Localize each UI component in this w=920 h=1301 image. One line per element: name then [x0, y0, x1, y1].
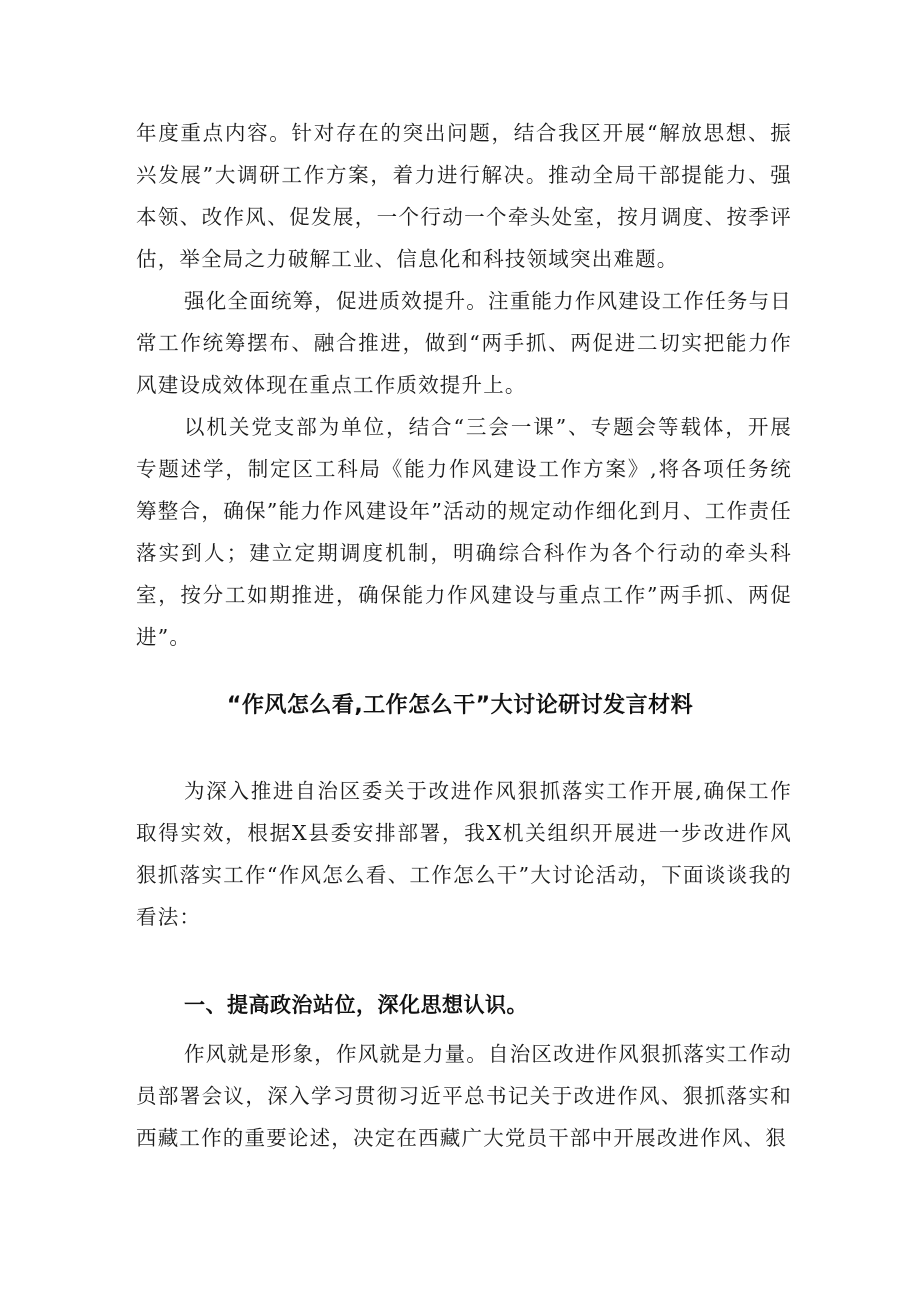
- paragraph-party-branch: 以机关党支部为单位，结合“三会一课”、专题会等载体，开展专题述学，制定区工科局《能力作风建设工作方案》,将各项任务统筹整合，确保”能力作风建设年”活动的规定动作细化到月、工作责任落实到人；建立定期调度机制，明确综合科作为各个行动的牵头科室，按分工如期推进，确保能力作风建设与重点工作”两手抓、两促进”。: [136, 415, 792, 649]
- paragraph-section-body: 作风就是形象，作风就是力量。自治区改进作风狠抓落实工作动员部署会议，深入学习贯彻习近平总书记关于改进作风、狠抓落实和西藏工作的重要论述，决定在西藏广大党员干部中开展改进作风、狠: [136, 1042, 792, 1150]
- paragraph-overall-planning: 强化全面统筹，促进质效提升。注重能力作风建设工作任务与日常工作统筹摆布、融合推进，做到“两手抓、两促进二切实把能力作风建设成效体现在重点工作质效提升上。: [136, 289, 792, 397]
- document-title: “作风怎么看,工作怎么干”大讨论研讨发言材料: [226, 693, 694, 718]
- paragraph-intro: 为深入推进自治区委关于改进作风狠抓落实工作开展,确保工作取得实效，根据X县委安排部署，我X机关组织开展进一步改进作风狠抓落实工作“作风怎么看、工作怎么干”大讨论活动，下面谈谈我的看法：: [136, 779, 792, 929]
- section-heading: 一、提高政治站位，深化思想认识。: [184, 993, 528, 1017]
- paragraph-continued: 年度重点内容。针对存在的突出问题，结合我区开展“解放思想、振兴发展”大调研工作方案，着力进行解决。推动全局干部提能力、强本领、改作风、促发展，一个行动一个牵头处室，按月调度、按季评估，举全局之力破解工业、信息化和科技领域突出难题。: [136, 121, 792, 271]
